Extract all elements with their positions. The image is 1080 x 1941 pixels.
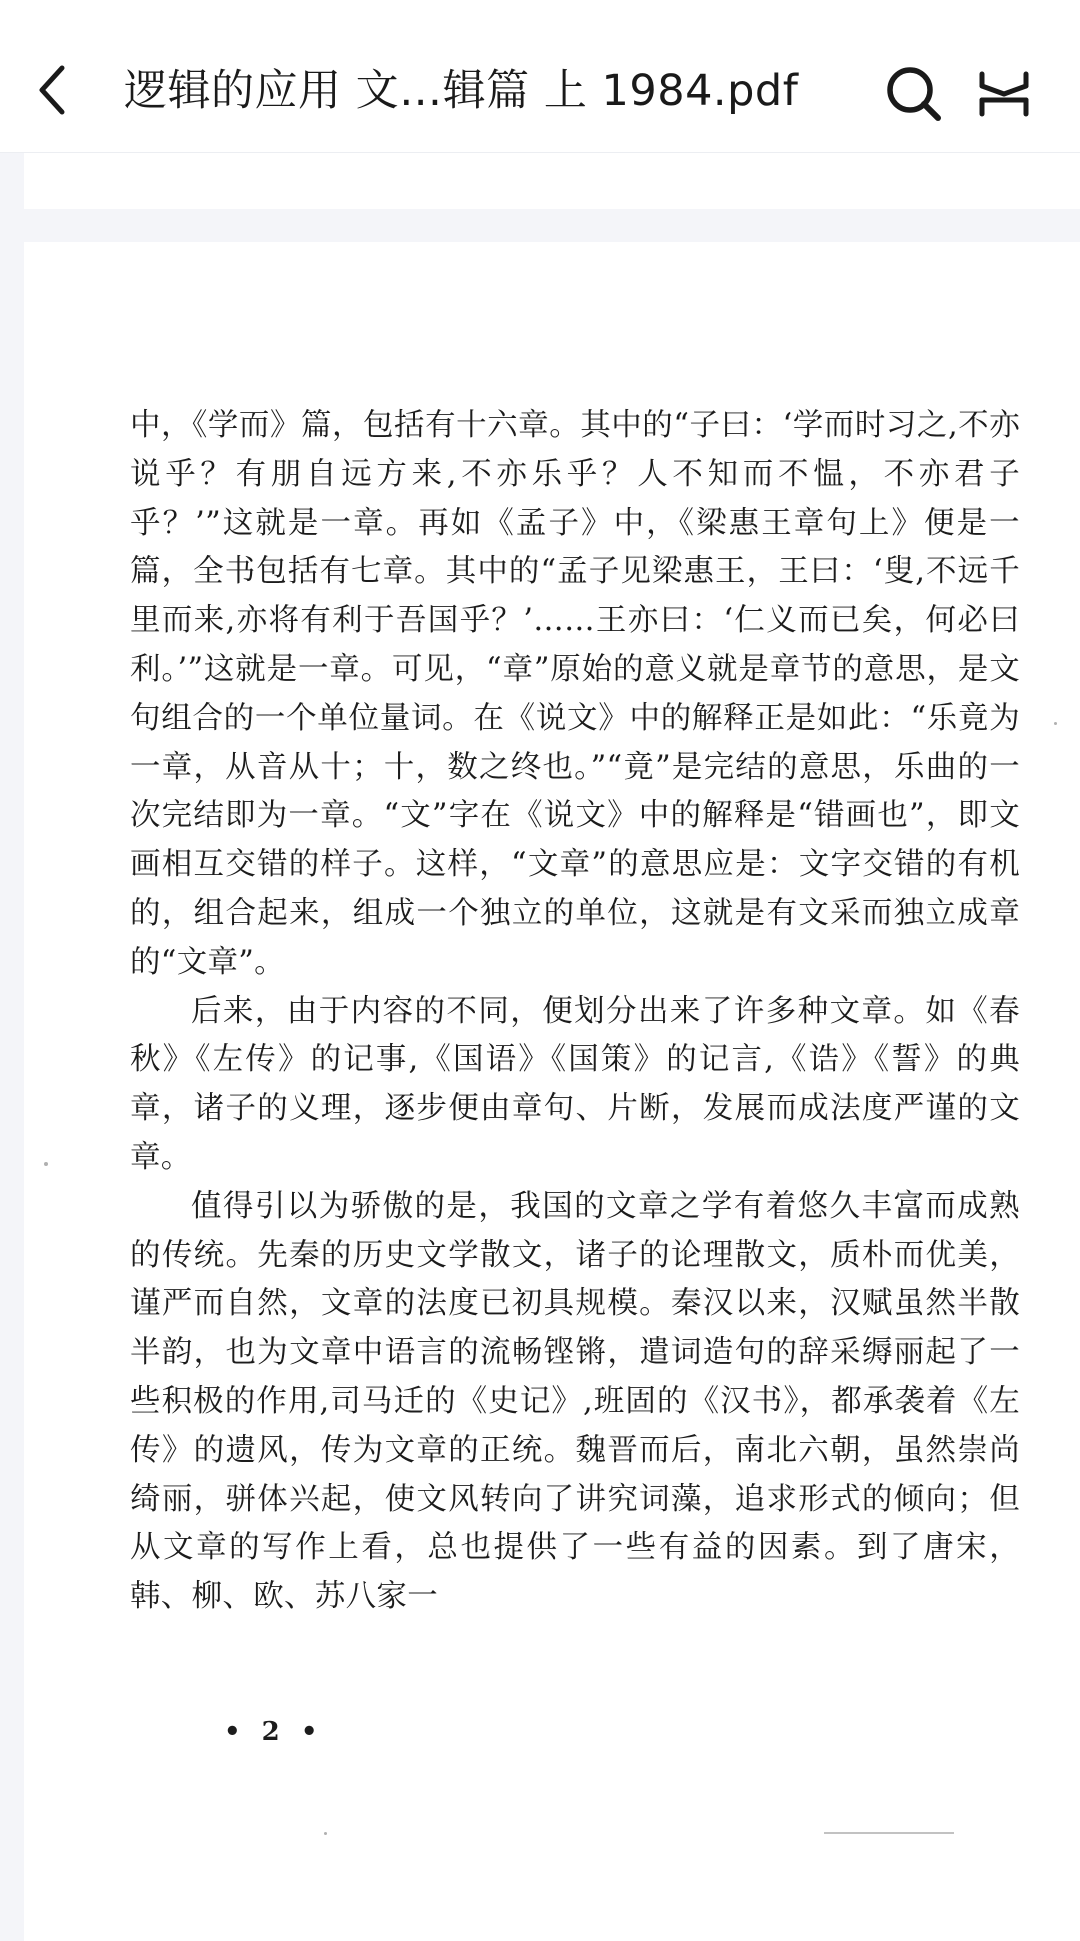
paragraph-2: 后来，由于内容的不同，便划分出来了许多种文章。如《春秋》《左传》的记事,《国语》《国策》的记言,《诰》《誓》的典章，诸子的义理，逐步便由章句、片断，发展而成法度严谨的文章。 xyxy=(130,993,1020,1175)
search-button[interactable] xyxy=(878,58,950,130)
back-button[interactable] xyxy=(22,52,82,128)
outline-icon xyxy=(976,68,1032,120)
page-number: • 2 • xyxy=(224,1717,324,1747)
search-icon xyxy=(884,64,944,124)
paragraph-3: 值得引以为骄傲的是，我国的文章之学有着悠久丰富而成熟的传统。先秦的历史文学散文，诸子的论理散文，质朴而优美，谨严而自然，文章的法度已初具规模。秦汉以来，汉赋虽然半散半韵，也为文章中语言的流畅铿锵，遣词造句的辞采缛丽起了一些积极的作用,司马迁的《史记》,班固的《汉书》，都承袭着《左传》的遗风，传为文章的正统。魏晋而后，南北六朝，虽然崇尚绮丽，骈体兴起，使文风转向了讲究词藻，追求形式的倾向；但从文章的写作上看，总也提供了一些有益的因素。到了唐宋，韩、柳、欧、苏八家一 xyxy=(130,1188,1020,1615)
page-body-text xyxy=(130,402,1020,1622)
top-bar xyxy=(0,0,1080,153)
outline-button[interactable] xyxy=(968,58,1040,130)
scan-speck xyxy=(44,1162,48,1166)
pdf-page xyxy=(24,242,1080,1941)
back-chevron-icon xyxy=(34,64,70,116)
scan-speck xyxy=(1054,722,1057,725)
scan-speck xyxy=(324,1832,327,1835)
document-title: 逻辑的应用 文…辑篇 上 1984.pdf xyxy=(124,66,799,116)
paragraph-1: 中，《学而》篇，包括有十六章。其中的“子曰：‘学而时习之,不亦说乎？有朋自远方来,不亦乐乎？人不知而不愠，不亦君子乎？’”这就是一章。再如《孟子》中，《梁惠王章句上》便是一篇，全书包括有七章。其中的“孟子见梁惠王，王曰：‘叟,不远千里而来,亦将有利于吾国乎？’……王亦曰：‘仁义而已矣，何必曰利。’”这就是一章。可见，“章”原始的意义就是章节的意思，是文句组合的一个单位量词。在《说文》中的解释正是如此：“乐竟为一章，从音从十；十，数之终也。”“竟”是完结的意思，乐曲的一次完结即为一章。“文”字在《说文》中的解释是“错画也”，即文画相互交错的样子。这样，“文章”的意思应是：文字交错的有机的，组合起来，组成一个独立的单位，这就是有文采而独立成章的“文章”。 xyxy=(130,408,1020,980)
previous-page-edge xyxy=(24,153,1080,209)
scan-artifact-line xyxy=(824,1832,954,1834)
